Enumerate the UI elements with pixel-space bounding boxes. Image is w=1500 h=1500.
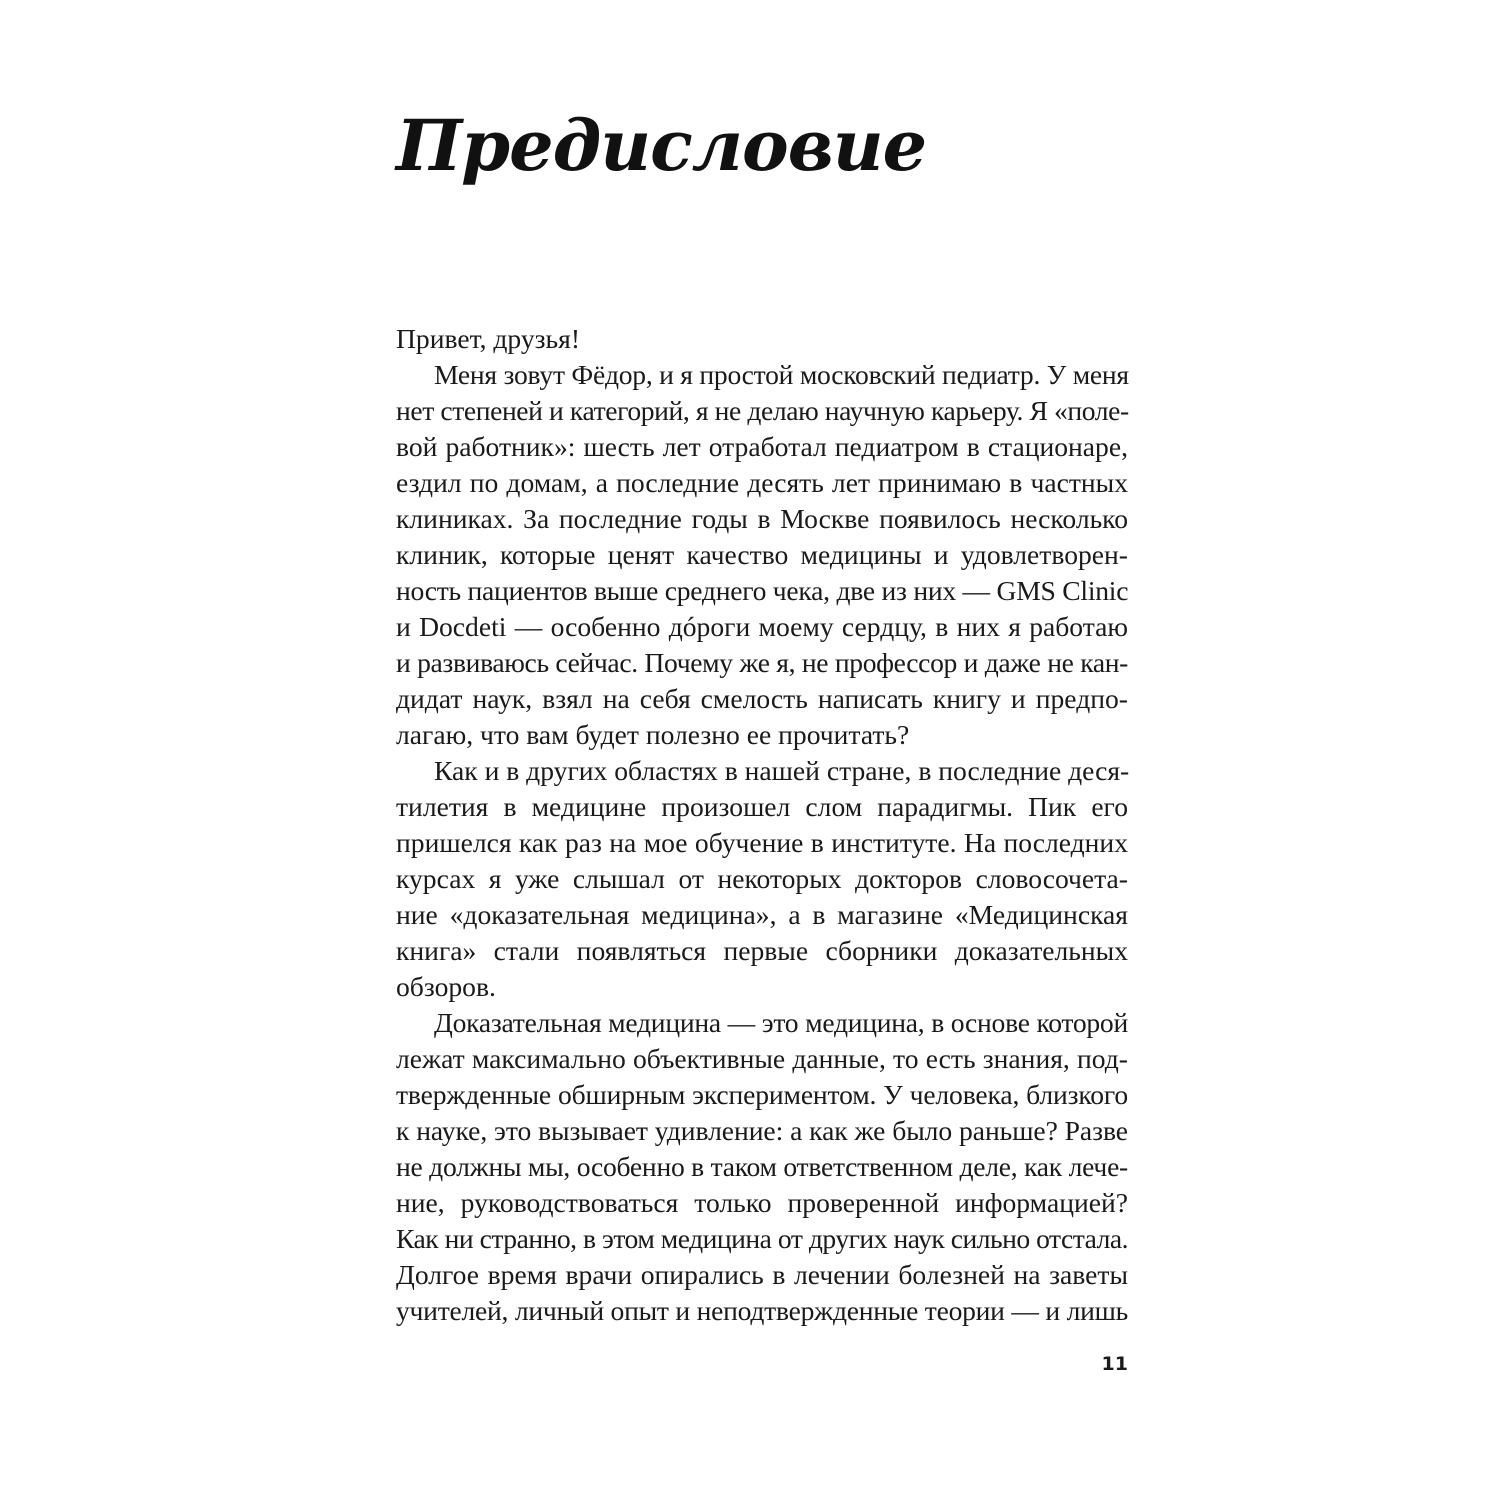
text-line: вой работник»: шесть лет отработал педиатром в стационаре, <box>396 431 1128 462</box>
text-line: книга» стали появляться первые сборники доказательных <box>396 935 1128 966</box>
text-line: тилетия в медицине произошел слом парадигмы. Пик его <box>396 791 1128 822</box>
page-number: 11 <box>1101 1353 1128 1375</box>
text-line: дидат наук, взял на себя смелость написать книгу и предпо- <box>396 683 1128 714</box>
text-line: ние, руководствоваться только проверенной информацией? <box>396 1187 1128 1218</box>
text-line: курсах я уже слышал от некоторых докторов словосочета- <box>396 863 1128 894</box>
text-line: клиник, которые ценят качество медицины и удовлетворен- <box>396 539 1128 570</box>
text-line: Как ни странно, в этом медицина от других наук сильно отстала. <box>396 1223 1128 1254</box>
text-line: Долгое время врачи опирались в лечении болезней на заветы <box>396 1259 1128 1290</box>
text-line: клиниках. За последние годы в Москве появилось несколько <box>396 503 1128 534</box>
text-line: и Docdeti — особенно дóроги моему сердцу, в них я работаю <box>396 611 1128 642</box>
text-line: ность пациентов выше среднего чека, две из них — GMS Clinic <box>396 575 1129 606</box>
text-line: Меня зовут Фёдор, и я простой московский педиатр. У меня <box>434 359 1129 390</box>
body-text <box>396 321 1128 1329</box>
text-line: лежат максимально объективные данные, то есть знания, под- <box>396 1043 1128 1074</box>
text-line: Привет, друзья! <box>396 323 581 354</box>
text-line: нет степеней и категорий, я не делаю научную карьеру. Я «поле- <box>396 395 1129 426</box>
text-line: не должны мы, особенно в таком ответственном деле, как лече- <box>396 1151 1128 1182</box>
text-line: ездил по домам, а последние десять лет принимаю в частных <box>396 467 1128 498</box>
text-line: ние «доказательная медицина», а в магазине «Медицинская <box>396 899 1128 930</box>
text-line: к науке, это вызывает удивление: а как же было раньше? Разве <box>396 1115 1128 1146</box>
text-line: Доказательная медицина — это медицина, в основе которой <box>434 1007 1128 1038</box>
text-line: твержденные обширным экспериментом. У человека, близкого <box>396 1079 1128 1110</box>
text-line: пришелся как раз на мое обучение в институте. На последних <box>396 827 1128 858</box>
text-line: лагаю, что вам будет полезно ее прочитать? <box>396 719 910 750</box>
text-line: и развиваюсь сейчас. Почему же я, не профессор и даже не кан- <box>396 647 1128 678</box>
text-line: Как и в других областях в нашей стране, в последние деся- <box>434 755 1130 786</box>
chapter-title: Предисловие <box>396 104 927 187</box>
text-line: учителей, личный опыт и неподтвержденные теории — и лишь <box>396 1295 1128 1326</box>
text-line: обзоров. <box>396 971 496 1002</box>
